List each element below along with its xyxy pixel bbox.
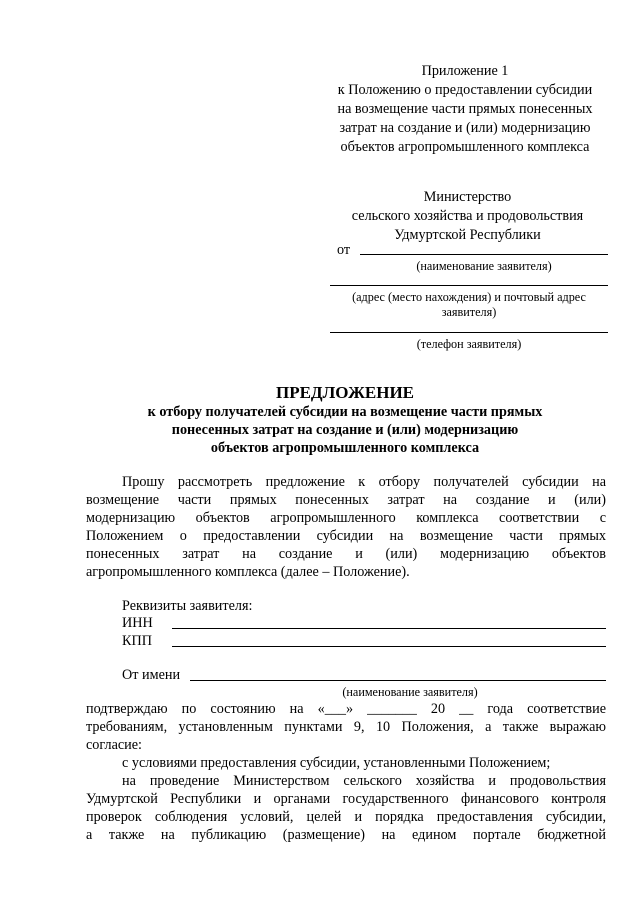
appendix-line: к Положению о предоставлении субсидии	[337, 82, 593, 98]
inn-field[interactable]	[172, 628, 606, 629]
heading-line: к отбору получателей субсидии на возмещение части прямых	[147, 404, 543, 420]
body-line: согласие:	[86, 737, 142, 753]
phone-caption: (телефон заявителя)	[416, 337, 522, 351]
addressee-line: сельского хозяйства и продовольствия	[351, 208, 584, 224]
on-behalf-label: От имени	[122, 667, 181, 683]
addressee-line: Удмуртской Республики	[394, 227, 541, 243]
body-line: Положением о предоставлении субсидии на возмещение части прямых	[86, 528, 606, 544]
appendix-line: затрат на создание и (или) модернизацию	[339, 120, 591, 136]
inn-label: ИНН	[122, 615, 153, 631]
address-line[interactable]	[330, 285, 608, 286]
body-line: агропромышленного комплекса (далее – Положение).	[86, 564, 410, 580]
applicant-name-line[interactable]	[360, 254, 608, 255]
body-line: а также на публикацию (размещение) на едином портале бюджетной	[86, 827, 606, 843]
requisites-label: Реквизиты заявителя:	[122, 598, 253, 614]
appendix-line: объектов агропромышленного комплекса	[340, 139, 590, 155]
addressee-line: Министерство	[423, 189, 512, 205]
body-line: Прошу рассмотреть предложение к отбору получателей субсидии на	[122, 474, 606, 490]
body-line: возмещение части прямых понесенных затрат на создание и (или)	[86, 492, 606, 508]
document-title: ПРЕДЛОЖЕНИЕ	[275, 383, 415, 402]
consent-item: на проведение Министерством сельского хозяйства и продовольствия	[122, 773, 606, 789]
address-caption: (адрес (место нахождения) и почтовый адрес	[352, 290, 586, 304]
body-line: понесенных затрат на создание и (или) модернизацию объектов	[86, 546, 606, 562]
heading-line: объектов агропромышленного комплекса	[210, 440, 480, 456]
phone-line[interactable]	[330, 332, 608, 333]
appendix-line: на возмещение части прямых понесенных	[337, 101, 593, 117]
applicant-name-caption: (наименование заявителя)	[416, 259, 552, 273]
body-line: подтверждаю по состоянию на «___» _______ 20 __ года соответствие	[86, 701, 606, 717]
appendix-title: Приложение 1	[421, 63, 509, 79]
on-behalf-caption: (наименование заявителя)	[342, 685, 478, 699]
on-behalf-field[interactable]	[190, 680, 606, 681]
consent-item: с условиями предоставления субсидии, установленными Положением;	[122, 755, 551, 771]
heading-line: понесенных затрат на создание и (или) модернизацию	[171, 422, 519, 438]
kpp-label: КПП	[122, 633, 152, 649]
address-caption: заявителя)	[441, 305, 497, 319]
kpp-field[interactable]	[172, 646, 606, 647]
body-line: Удмуртской Республики и органами государственного финансового контроля	[86, 791, 606, 807]
from-label: от	[337, 242, 351, 258]
body-line: модернизацию объектов агропромышленного комплекса соответствии с	[86, 510, 606, 526]
body-line: требованиям, установленным пунктами 9, 10 Положения, а также выражаю	[86, 719, 606, 735]
body-line: проверок соблюдения условий, целей и порядка предоставления субсидии,	[86, 809, 606, 825]
